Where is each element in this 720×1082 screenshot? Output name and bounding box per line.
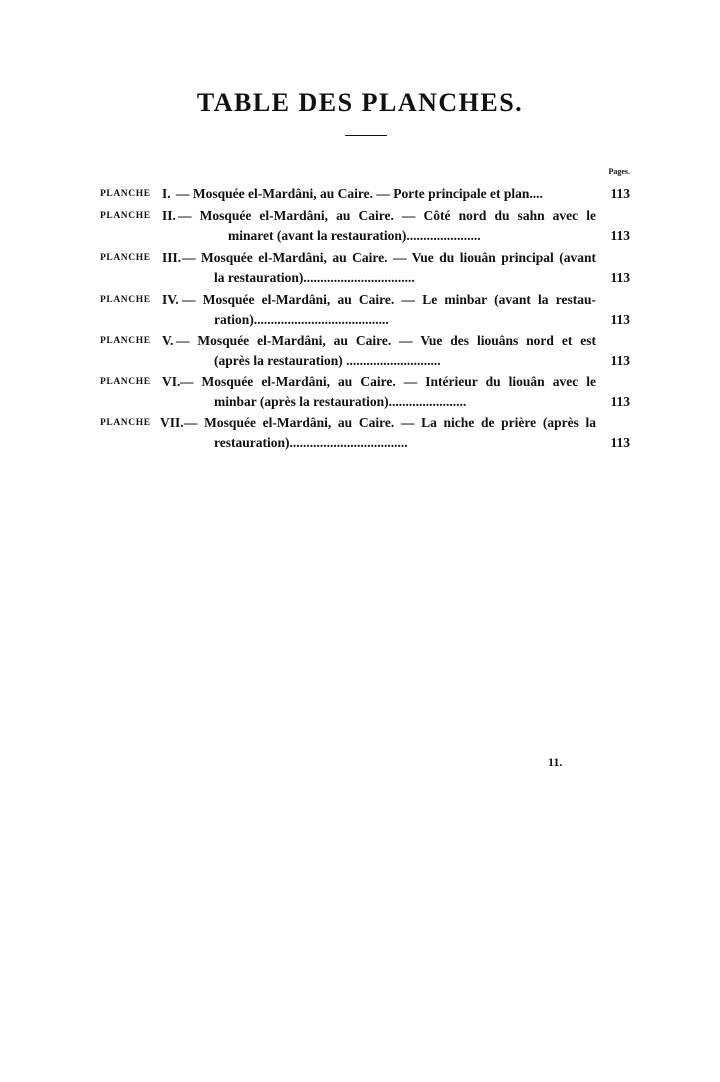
plate-description: — Mosquée el-Mardâni, au Caire. — Intérieur du liouân avec le	[180, 374, 596, 389]
plate-description: — Mosquée el-Mardâni, au Caire. — Vue des liouâns nord et est	[176, 333, 596, 348]
plate-description: — Mosquée el-Mardâni, au Caire. — Le minbar (avant la restau-	[182, 292, 596, 307]
entry-continuation-line	[100, 226, 630, 246]
plate-numeral: VII.	[160, 415, 184, 430]
plate-description-continued: minbar (après la restauration).......................	[214, 394, 467, 409]
plate-description: — Mosquée el-Mardâni, au Caire. — Porte principale et plan....	[176, 186, 543, 201]
plate-description-continued: minaret (avant la restauration)......................	[228, 228, 481, 243]
entry-line	[100, 290, 630, 310]
plate-numeral: IV.	[162, 292, 179, 307]
plate-numeral: II.	[162, 208, 176, 223]
entry-line	[100, 413, 630, 433]
plate-numeral: VI.	[162, 374, 181, 389]
plate-entry-6	[100, 372, 630, 412]
plate-description: — Mosquée el-Mardâni, au Caire. — La niche de prière (après la	[184, 415, 596, 430]
page-title: TABLE DES PLANCHES.	[196, 88, 524, 117]
entry-line	[100, 248, 630, 268]
plate-entry-1	[100, 184, 630, 204]
plate-label: PLANCHE	[100, 418, 151, 428]
plate-entry-3	[100, 248, 630, 288]
plate-description: — Mosquée el-Mardâni, au Caire. — Vue du liouân principal (avant	[182, 250, 596, 265]
plate-description-continued: la restauration).................................	[214, 270, 415, 285]
entry-continuation-line	[100, 392, 630, 412]
plate-label: PLANCHE	[100, 336, 151, 346]
entry-line	[100, 331, 630, 351]
plate-numeral: III.	[162, 250, 182, 265]
plate-label: PLANCHE	[100, 211, 151, 221]
page-number: 113	[610, 394, 630, 409]
page-number: 113	[610, 186, 630, 201]
plate-description-continued: restauration)...................................	[214, 435, 408, 450]
plate-entry-2	[100, 206, 630, 246]
plate-description-continued: (après la restauration) ............................	[214, 353, 441, 368]
entry-line	[100, 184, 630, 204]
plate-entry-5	[100, 331, 630, 371]
plate-entry-7	[100, 413, 630, 453]
page-number: 113	[610, 228, 630, 243]
entry-continuation-line	[100, 433, 630, 453]
page-number: 113	[610, 435, 630, 450]
entry-line	[100, 206, 630, 226]
page-number: 113	[610, 353, 630, 368]
entry-continuation-line	[100, 268, 630, 288]
plate-description-continued: ration)........................................	[214, 312, 389, 327]
entry-continuation-line	[100, 310, 630, 330]
plate-entry-4	[100, 290, 630, 330]
plate-numeral: I.	[162, 186, 171, 201]
pages-column-header: Pages.	[608, 167, 630, 176]
entry-continuation-line	[100, 351, 630, 371]
entry-line	[100, 372, 630, 392]
plate-label: PLANCHE	[100, 377, 151, 387]
folio-page-number: 11.	[548, 755, 563, 769]
plate-label: PLANCHE	[100, 253, 151, 263]
page-number: 113	[610, 270, 630, 285]
plate-numeral: V.	[162, 333, 174, 348]
plate-description: — Mosquée el-Mardâni, au Caire. — Côté nord du sahn avec le	[178, 208, 596, 223]
title-rule	[345, 135, 387, 136]
page-number: 113	[610, 312, 630, 327]
plate-label: PLANCHE	[100, 189, 151, 199]
plate-label: PLANCHE	[100, 295, 151, 305]
